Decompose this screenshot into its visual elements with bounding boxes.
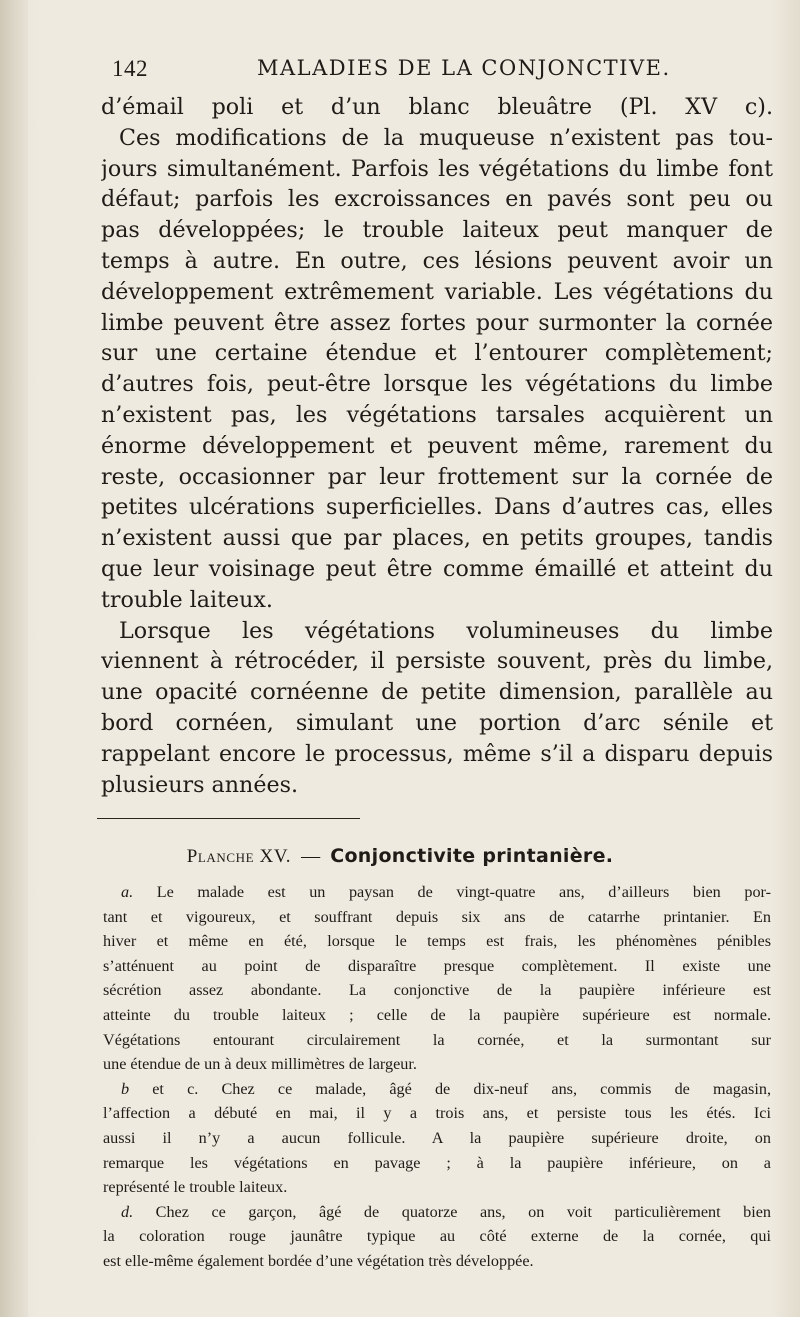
text-line: n’existent pas, les végétations tarsales acquièrent un (101, 401, 773, 428)
text-line: Ces modifications de la muqueuse n’existent pas tou- (119, 124, 773, 151)
text-line: rappelant encore le processus, même s’il a disparu depuis (101, 740, 773, 767)
plate-dash: — (301, 846, 321, 867)
plate-title: Conjonctivite printanière. (330, 845, 614, 867)
note-text: tant et vigoureux, et souffrant depuis six ans de catarrhe printanier. En (103, 907, 771, 926)
note-line (103, 954, 771, 979)
text-line: bord cornéen, simulant une portion d’arc sénile et (101, 709, 773, 736)
text-line: jours simultanément. Parfois les végétations du limbe font (101, 155, 773, 182)
body-text (101, 92, 773, 800)
note-text: sécrétion assez abondante. La conjonctive de la paupière inférieure est (103, 981, 771, 1000)
note-line (103, 1077, 771, 1102)
note-letter: b (121, 1079, 130, 1098)
text-line: une opacité cornéenne de petite dimension, parallèle au (101, 679, 773, 706)
note-letter: d. (121, 1202, 134, 1221)
note-line (103, 1249, 771, 1274)
plate-label: Planche XV. (186, 846, 292, 867)
text-line: d’autres fois, peut-être lorsque les végétations du limbe (101, 371, 773, 398)
running-head (112, 48, 772, 88)
note-line (103, 1200, 771, 1225)
note-letter: a. (121, 883, 134, 901)
note-line (103, 1224, 771, 1249)
text-line: défaut; parfois les excroissances en pavés sont peu ou (101, 186, 773, 213)
plate-caption (0, 843, 800, 870)
note-line (103, 1126, 771, 1151)
text-line: sur une certaine étendue et l’entourer complètement; (101, 340, 773, 367)
note-line (103, 1175, 771, 1200)
note-text: atteinte du trouble laiteux ; celle de la paupière supérieure est normale. (103, 1005, 771, 1024)
text-line: trouble laiteux. (101, 586, 273, 613)
note-line (103, 929, 771, 954)
text-line: plusieurs années. (101, 771, 299, 798)
note-line (103, 1052, 771, 1077)
note-text: représenté le trouble laiteux. (103, 1178, 288, 1197)
note-text: Végétations entourant circulairement la cornée, et la surmontant sur (103, 1030, 771, 1049)
text-line: énorme développement et peuvent même, rarement du (101, 432, 773, 459)
note-line (103, 1101, 771, 1126)
note-line (103, 1003, 771, 1028)
text-line: n’existent aussi que par places, en petits groupes, tandis (101, 525, 773, 552)
note-text: hiver et même en été, lorsque le temps est frais, les phénomènes pénibles (103, 932, 771, 951)
page-gutter (0, 0, 28, 1317)
note-line (103, 1151, 771, 1176)
text-line: d’émail poli et d’un blanc bleuâtre (Pl. XV c). (101, 94, 773, 120)
note-text: la coloration rouge jaunâtre typique au côté externe de la cornée, qui (103, 1227, 771, 1246)
text-line: Lorsque les végétations volumineuses du limbe (119, 617, 773, 644)
text-line: viennent à rétrocéder, il persiste souvent, près du limbe, (101, 648, 773, 675)
note-text: aussi il n’y a aucun follicule. A la paupière supérieure droite, on (103, 1128, 771, 1147)
note-text: et c. Chez ce malade, âgé de dix-neuf ans, commis de magasin, (129, 1079, 771, 1098)
note-line (103, 1028, 771, 1053)
note-text: remarque les végétations en pavage ; à la paupière inférieure, on a (103, 1153, 771, 1172)
text-line: limbe peuvent être assez fortes pour surmonter la cornée (101, 309, 773, 336)
text-line: petites ulcérations superficielles. Dans d’autres cas, elles (101, 494, 773, 521)
page-number: 142 (112, 56, 148, 81)
note-text: Chez ce garçon, âgé de quatorze ans, on voit particulièrement bien (133, 1202, 771, 1221)
running-title: MALADIES DE LA CONJONCTIVE. (257, 56, 671, 80)
note-line (103, 905, 771, 930)
note-line (103, 880, 771, 905)
note-text: l’affection a débuté en mai, il y a trois ans, et persiste tous les étés. Ici (103, 1104, 771, 1123)
note-text: Le malade est un paysan de vingt-quatre ans, d’ailleurs bien por- (133, 883, 771, 901)
text-line: que leur voisinage peut être comme émaillé et atteint du (101, 555, 773, 582)
note-text: est elle-même également bordée d’une végétation très développée. (103, 1251, 534, 1270)
text-line: temps à autre. En outre, ces lésions peuvent avoir un (101, 247, 773, 274)
note-text: une étendue de un à deux millimètres de largeur. (103, 1055, 417, 1074)
plate-notes (103, 880, 771, 1274)
note-line (103, 978, 771, 1003)
note-text: s’atténuent au point de disparaître presque complètement. Il existe une (103, 956, 771, 975)
text-line: reste, occasionner par leur frottement sur la cornée de (101, 463, 773, 490)
section-rule (97, 818, 360, 819)
text-line: développement extrêmement variable. Les végétations du (101, 278, 773, 305)
text-line: pas développées; le trouble laiteux peut manquer de (101, 217, 773, 244)
